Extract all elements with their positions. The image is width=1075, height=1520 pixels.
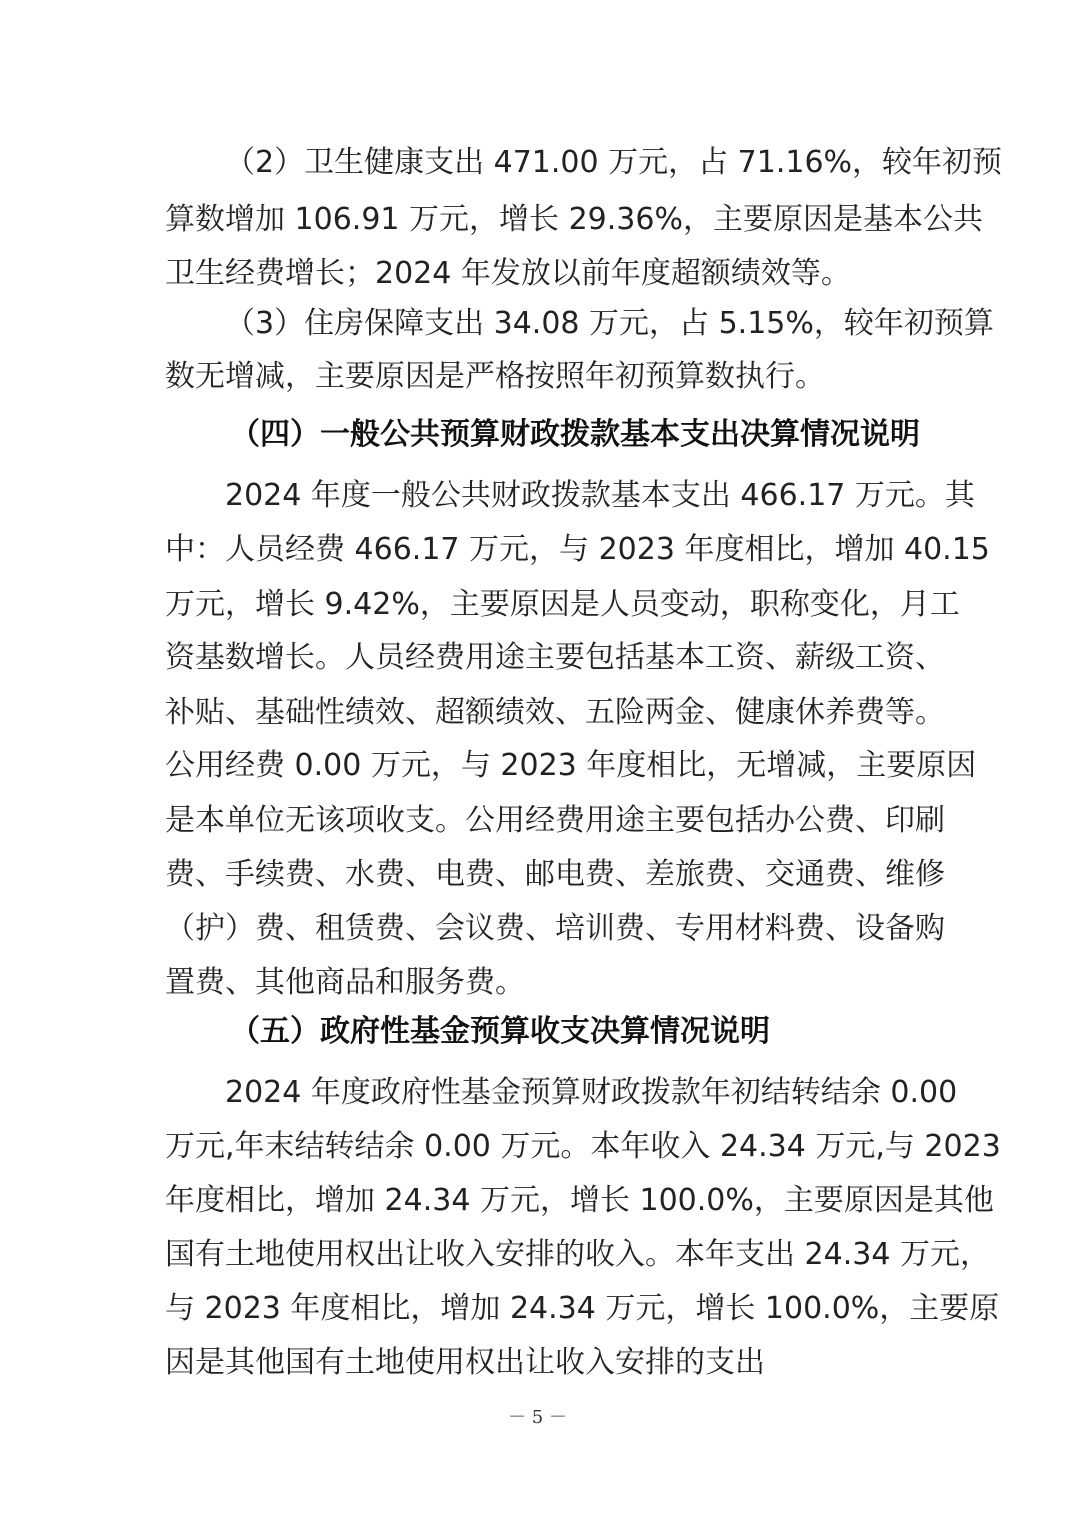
text-line: 与 2023 年度相比，增加 24.34 万元，增长 100.0%，主要原 xyxy=(165,1291,1000,1326)
text-line: 资基数增长。人员经费用途主要包括基本工资、薪级工资、 xyxy=(165,640,945,675)
text-line: 费、手续费、水费、电费、邮电费、差旅费、交通费、维修 xyxy=(165,857,945,892)
section-heading-4: （四）一般公共预算财政拨款基本支出决算情况说明 xyxy=(230,417,920,452)
text-line: 万元,年末结转结余 0.00 万元。本年收入 24.34 万元,与 2023 xyxy=(165,1129,1001,1164)
text-line: 算数增加 106.91 万元，增长 29.36%，主要原因是基本公共 xyxy=(165,202,983,237)
text-line: 中：人员经费 466.17 万元，与 2023 年度相比，增加 40.15 xyxy=(165,532,990,567)
text-line: 万元，增长 9.42%，主要原因是人员变动，职称变化，月工 xyxy=(165,587,960,622)
text-line: （3）住房保障支出 34.08 万元，占 5.15%，较年初预算 xyxy=(225,306,994,341)
text-line: 补贴、基础性绩效、超额绩效、五险两金、健康休养费等。 xyxy=(165,695,945,730)
text-line: 2024 年度政府性基金预算财政拨款年初结转结余 0.00 xyxy=(225,1075,958,1110)
text-line: （2）卫生健康支出 471.00 万元，占 71.16%，较年初预 xyxy=(225,145,1003,180)
text-line: 公用经费 0.00 万元，与 2023 年度相比，无增减，主要原因 xyxy=(165,748,977,783)
text-line: 是本单位无该项收支。公用经费用途主要包括办公费、印刷 xyxy=(165,803,945,838)
text-line: 2024 年度一般公共财政拨款基本支出 466.17 万元。其 xyxy=(225,478,975,513)
text-line: 置费、其他商品和服务费。 xyxy=(165,965,525,1000)
text-line: （护）费、租赁费、会议费、培训费、专用材料费、设备购 xyxy=(165,911,945,946)
section-heading-5: （五）政府性基金预算收支决算情况说明 xyxy=(230,1014,770,1049)
text-line: 年度相比，增加 24.34 万元，增长 100.0%，主要原因是其他 xyxy=(165,1183,994,1218)
text-line: 因是其他国有土地使用权出让收入安排的支出 xyxy=(165,1345,765,1380)
text-line: 国有土地使用权出让收入安排的收入。本年支出 24.34 万元， xyxy=(165,1237,990,1272)
page-number: － 5 － xyxy=(508,1407,567,1428)
text-line: 卫生经费增长；2024 年发放以前年度超额绩效等。 xyxy=(165,256,851,291)
text-line: 数无增减，主要原因是严格按照年初预算数执行。 xyxy=(165,359,825,394)
